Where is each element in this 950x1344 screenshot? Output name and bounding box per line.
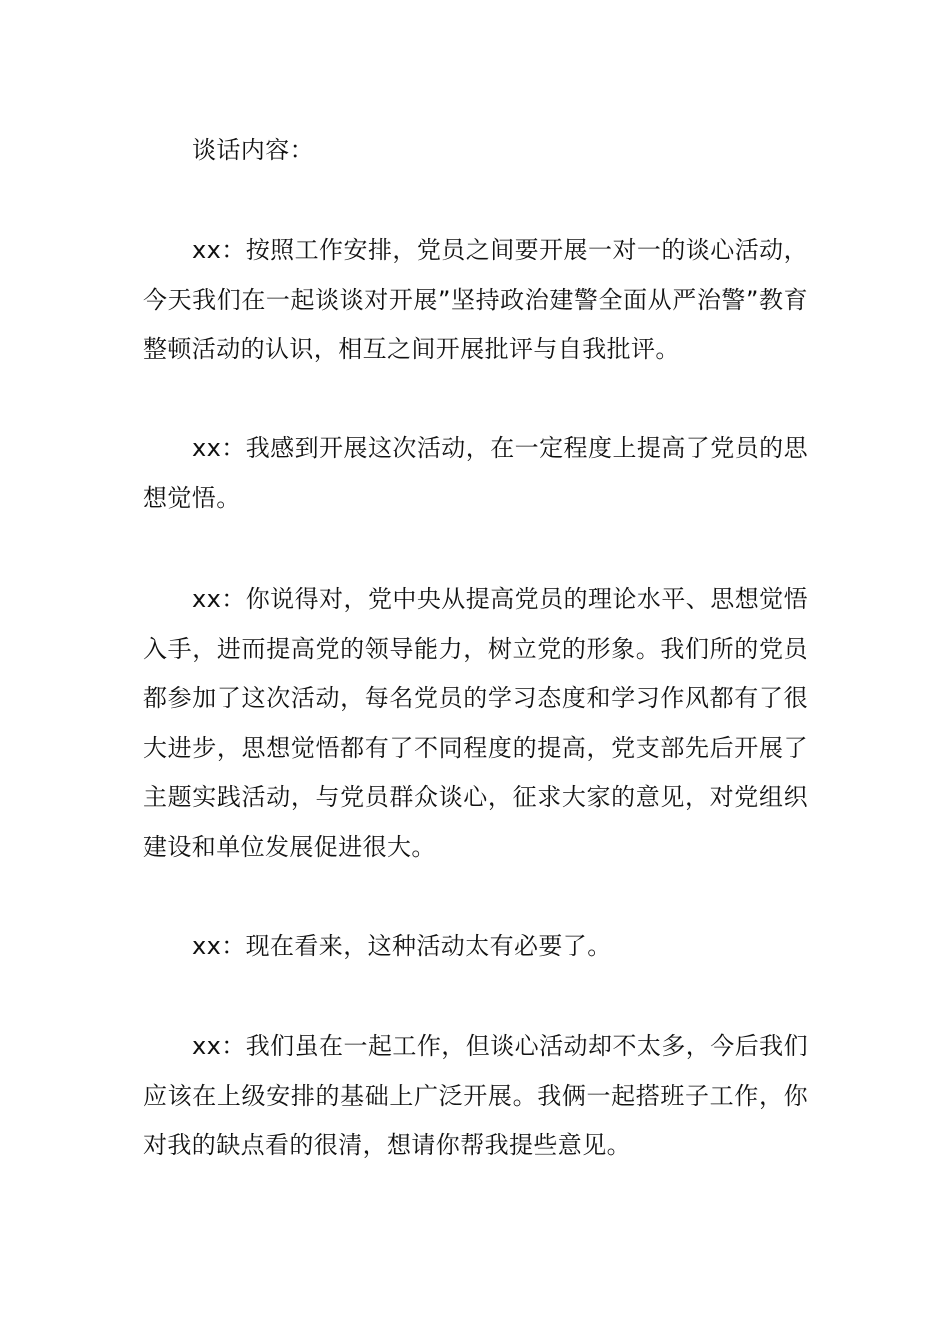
dialogue-paragraph: xx：我感到开展这次活动，在一定程度上提高了党员的思想觉悟。	[143, 434, 808, 512]
document-heading: 谈话内容：	[192, 136, 314, 164]
dialogue-paragraph: xx：现在看来，这种活动太有必要了。	[192, 932, 612, 960]
dialogue-paragraph: xx：你说得对，党中央从提高党员的理论水平、思想觉悟入手，进而提高党的领导能力，树立党的形象。我们所的党员都参加了这次活动，每名党员的学习态度和学习作风都有了很大进步，思想觉悟都有了不同程度的提高，党支部先后开展了主题实践活动，与党员群众谈心，征求大家的意见，对党组织建设和单位发展促进很大。	[143, 585, 808, 861]
dialogue-paragraph: xx：我们虽在一起工作，但谈心活动却不太多，今后我们应该在上级安排的基础上广泛开展。我俩一起搭班子工作，你对我的缺点看的很清，想请你帮我提些意见。	[143, 1032, 808, 1159]
dialogue-paragraph: xx：按照工作安排，党员之间要开展一对一的谈心活动，今天我们在一起谈谈对开展”坚持政治建警全面从严治警”教育整顿活动的认识，相互之间开展批评与自我批评。	[143, 236, 808, 363]
